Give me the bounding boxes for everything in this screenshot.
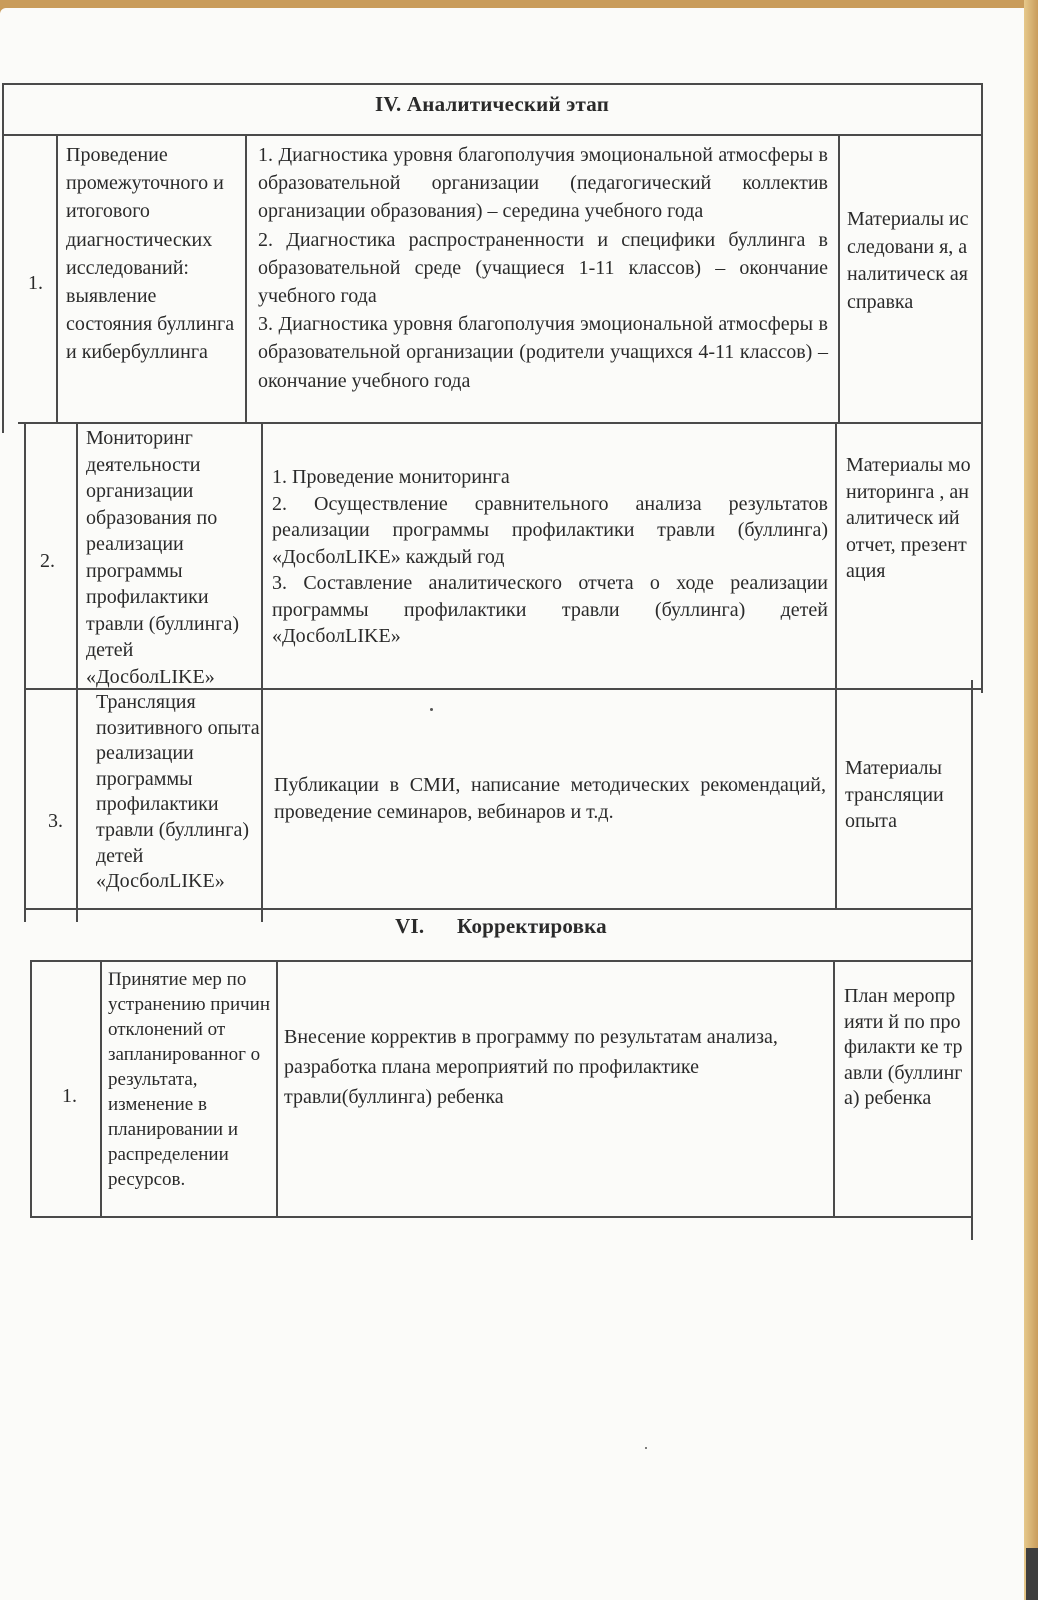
table-border [2,83,4,433]
row-number: 2. [40,550,55,572]
content-cell [284,1022,824,1112]
activity-cell: Проведение промежуточного и итогового диагностических исследований: выявление состояния буллинга и кибербуллинга [66,144,235,364]
result-cell: Материалы исследовани я, аналитическ ая справка [847,208,969,313]
content-item: 2. Диагностика распространенности и специфики буллинга в образовательной среде (учащиеся 1-11 классов) – окончание учебного года [258,228,828,308]
table-border [2,134,982,136]
content-item: 3. Составление аналитического отчета о ходе реализации программы профилактики травли (буллинга) детей «ДосболLIKE» [272,572,828,647]
content-cell [272,464,828,650]
table-border [2,83,982,85]
content-cell [274,772,826,825]
table-border [76,422,78,922]
row-number: 3. [48,810,63,832]
background-corner [1026,1548,1038,1600]
background-edge [1024,0,1038,1600]
table-border [835,422,837,910]
activity-cell: Мониторинг деятельности организации образования по реализации программы профилактики травли (буллинга) детей «ДосболLIKE» [86,427,240,688]
result-cell: Материалы мониторинга , аналитическ ий отчет, презентация [846,454,971,582]
section-title-analytical: IV. Аналитический этап [374,92,610,116]
result-cell: План мероприяти й по профилакти ке травли (буллинга) ребенка [844,985,963,1109]
activity-cell: Трансляция позитивного опыта реализации программы профилактики травли (буллинга) детей «ДосболLIKE» [96,691,260,893]
table-border [24,422,26,922]
table-border [981,83,983,693]
content-item: Внесение корректив в программу по результатам анализа, разработка плана мероприятий по профилактике травли(буллинга) ребенка [284,1026,778,1108]
table-border [56,134,58,424]
table-border [100,960,102,1218]
table-border [18,422,982,424]
activity-cell: Принятие мер по устранению причин отклонений от запланированног о результата, изменение в планировании и распределении ресурсов. [108,969,271,1190]
content-item: 3. Диагностика уровня благополучия эмоциональной атмосферы в образовательной организации (родители учащихся 4-11 классов) – окончание учебного года [258,313,828,392]
table-border [838,134,840,424]
table-border [24,908,972,910]
table-border [30,1216,972,1218]
content-item: 1. Проведение мониторинга [272,466,510,488]
speck-mark [645,1447,647,1449]
speck-mark [430,708,433,711]
section-title-correction: VI. Корректировка [395,914,607,938]
content-cell [258,141,828,395]
table-border [833,960,835,1218]
content-item: 1. Диагностика уровня благополучия эмоциональной атмосферы в образовательной организации (педагогический коллектив организации образования) – середина учебного года [258,144,828,223]
content-item: Публикации в СМИ, написание методических рекомендаций, проведение семинаров, вебинаров и т.д. [274,774,826,823]
row-number: 1. [28,272,43,294]
content-item: 2. Осуществление сравнительного анализа результатов реализации программы профилактики травли (буллинга) «ДосболLIKE» каждый год [272,492,828,568]
table-border [30,960,972,962]
result-cell: Материалы трансляции опыта [845,757,944,832]
row-number: 1. [62,1085,77,1107]
table-border [30,960,32,1218]
